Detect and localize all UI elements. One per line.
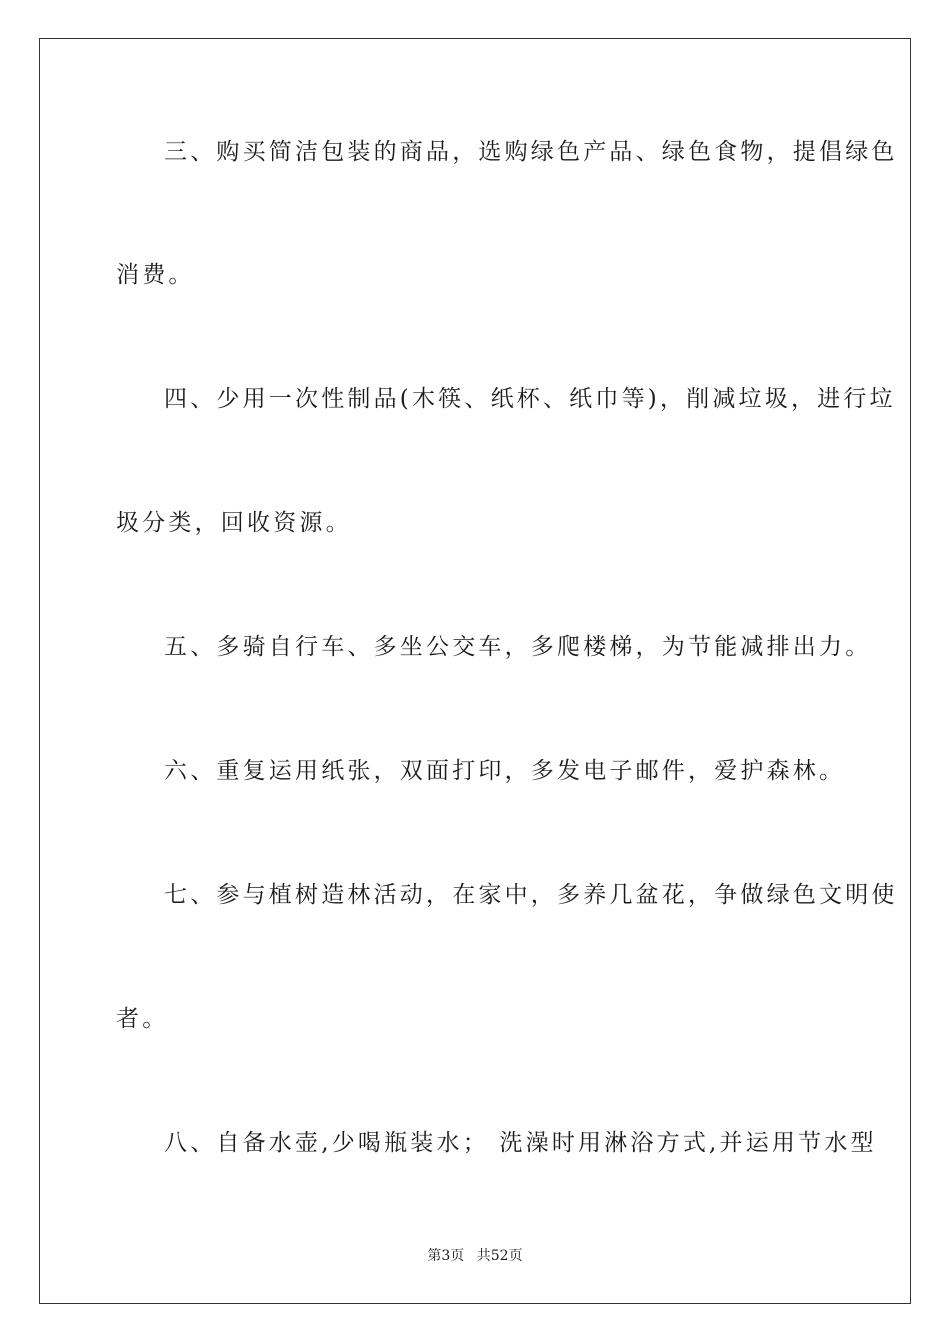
- paragraph-line: 消费。: [116, 262, 195, 288]
- paragraph-line: 七、参与植树造林活动，在家中，多养几盆花，争做绿色文明使: [164, 882, 898, 908]
- paragraph-line: 八、自备水壶,少喝瓶装水； 洗澡时用淋浴方式,并运用节水型: [164, 1130, 877, 1156]
- paragraph-line: 三、购买简洁包装的商品，选购绿色产品、绿色食物，提倡绿色: [164, 139, 898, 165]
- page-frame: [39, 38, 911, 1304]
- page-footer: [0, 1247, 950, 1265]
- paragraph-line: 者。: [116, 1006, 169, 1032]
- paragraph-line: 六、重复运用纸张，双面打印，多发电子邮件，爱护森林。: [164, 758, 846, 784]
- page-number-total: 共52页: [476, 1248, 523, 1264]
- page-number-current: 第3页: [427, 1248, 465, 1264]
- paragraph-line: 四、少用一次性制品(木筷、纸杯、纸巾等)，削减垃圾，进行垃: [164, 386, 896, 412]
- paragraph-line: 五、多骑自行车、多坐公交车，多爬楼梯，为节能减排出力。: [164, 634, 872, 660]
- paragraph-line: 圾分类，回收资源。: [116, 510, 352, 536]
